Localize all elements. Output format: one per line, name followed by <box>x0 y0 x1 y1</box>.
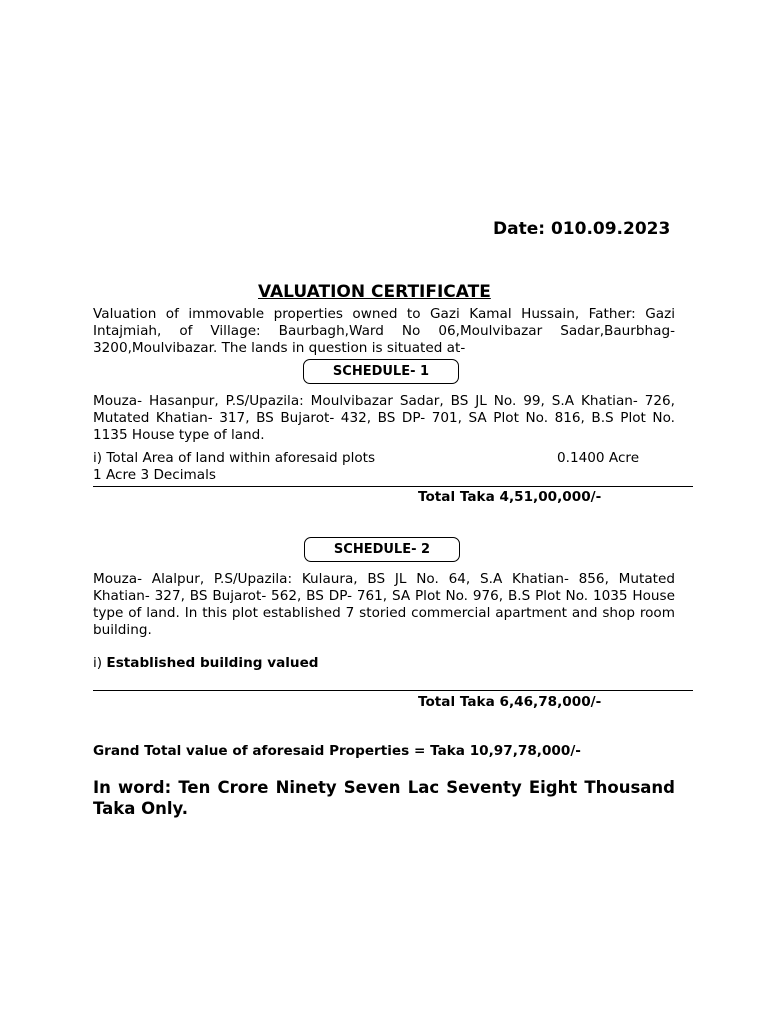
schedule-2-item-label: Established building valued <box>106 655 319 671</box>
schedule-1-area-label: i) Total Area of land within aforesaid plots <box>93 450 376 466</box>
schedule-1-label: SCHEDULE- 1 <box>332 364 430 379</box>
schedule-2-divider <box>93 690 693 691</box>
schedule-2-heading <box>304 537 460 562</box>
schedule-1-description: Mouza- Hasanpur, P.S/Upazila: Moulvibazar Sadar, BS JL No. 99, S.A Khatian- 726, Mutated Khatian- 317, BS Bujarot- 432, BS DP- 701, SA Plot No. 816, B.S Plot No. 1135 House type of land. <box>93 393 675 443</box>
certificate-title: VALUATION CERTIFICATE <box>258 282 491 302</box>
schedule-1-total: Total Taka 4,51,00,000/- <box>418 489 602 505</box>
schedule-2-description: Mouza- Alalpur, P.S/Upazila: Kulaura, BS JL No. 64, S.A Khatian- 856, Mutated Khatian- 327, BS Bujarot- 562, BS DP- 761, SA Plot No. 976, B.S Plot No. 1035 House type of land. In this plot established 7 storied commercial apartment and shop room building. <box>93 571 675 638</box>
schedule-1-conversion: 1 Acre 3 Decimals <box>93 467 216 483</box>
schedule-1-divider <box>93 486 693 487</box>
schedule-2-item-prefix: i) <box>93 655 107 671</box>
schedule-2-label: SCHEDULE- 2 <box>333 542 431 557</box>
grand-total: Grand Total value of aforesaid Properties = Taka 10,97,78,000/- <box>93 743 581 759</box>
intro-paragraph: Valuation of immovable properties owned to Gazi Kamal Hussain, Father: Gazi Intajmiah, of Village: Baurbagh,Ward No 06,Moulvibazar Sadar,Baurbhag-3200,Moulvibazar. The lands in question is situated at- <box>93 306 675 356</box>
schedule-1-area-value: 0.1400 Acre <box>557 450 640 466</box>
schedule-1-heading <box>303 359 459 384</box>
amount-in-words: In word: Ten Crore Ninety Seven Lac Seventy Eight Thousand Taka Only. <box>93 778 675 818</box>
schedule-2-item <box>93 655 319 671</box>
certificate-date: Date: 010.09.2023 <box>493 219 671 239</box>
schedule-2-total: Total Taka 6,46,78,000/- <box>418 694 602 710</box>
